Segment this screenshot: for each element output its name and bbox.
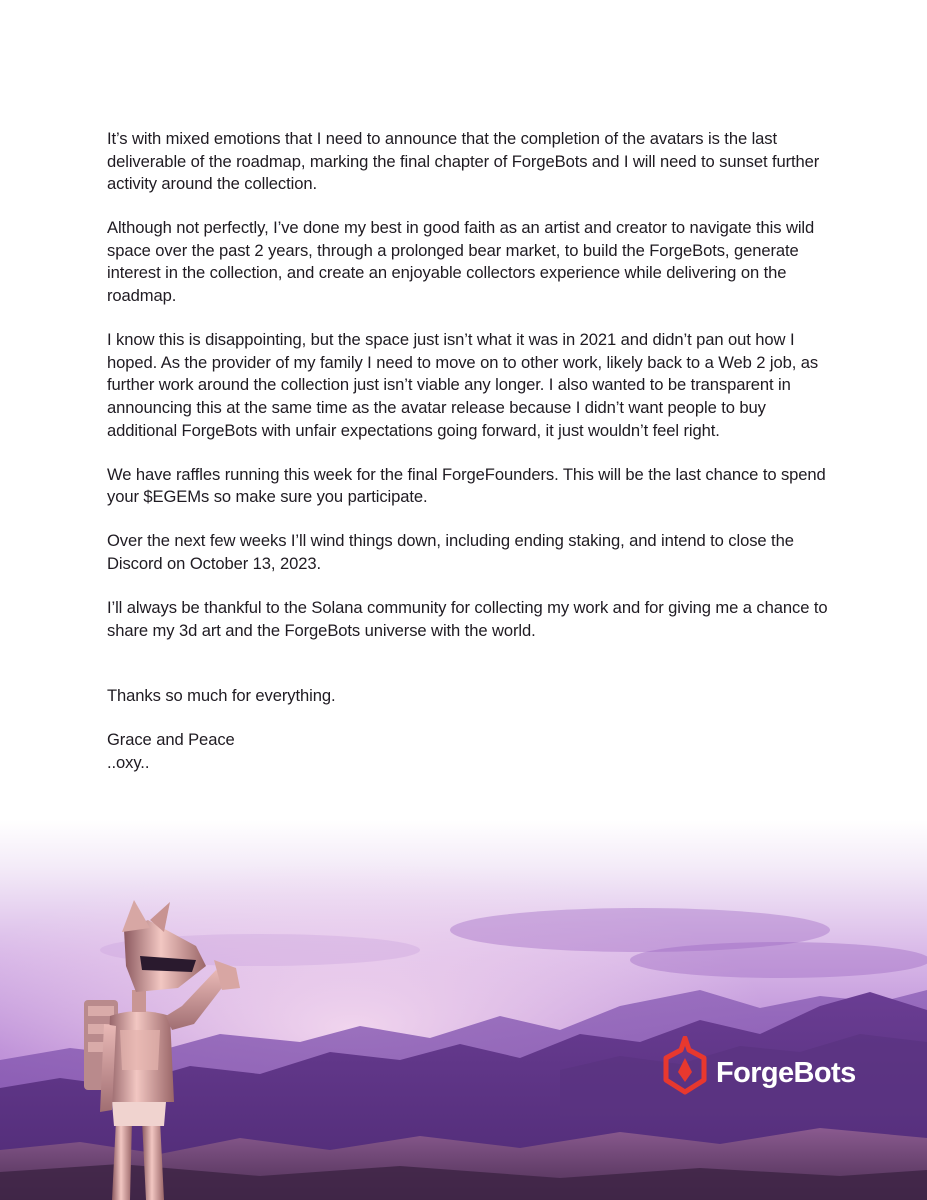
closing-line: Grace and Peace [107,730,235,750]
paragraph-raffles: We have raffles running this week for the final ForgeFounders. This will be the last chance to spend your $EGEMs so make sure you participate. [107,464,826,507]
signature: ..oxy.. [107,752,150,772]
paragraph-effort: Although not perfectly, I’ve done my best in good faith as an artist and creator to navigate this wild space over the past 2 years, through a prolonged bear market, to build the ForgeBots, generate interest in the collection, and create an enjoyable collectors experience while delivering on the roadmap. [107,218,815,306]
paragraph-announcement: It’s with mixed emotions that I need to announce that the completion of the avatars is the last deliverable of the roadmap, marking the final chapter of ForgeBots and I will need to sunset further activity around the collection. [107,129,820,194]
paragraph-gratitude: I’ll always be thankful to the Solana community for collecting my work and for giving me a chance to share my 3d art and the ForgeBots universe with the world. [107,598,828,640]
paragraph-wind-down: Over the next few weeks I’ll wind things down, including ending staking, and intend to close the Discord on October 13, 2023. [107,531,794,573]
paragraph-reason: I know this is disappointing, but the space just isn’t what it was in 2021 and didn’t pan out how I hoped. As the provider of my family I need to move on to other work, likely back to a Web 2 job, as further work around the collection just isn’t viable any longer. I also wanted to be transparent in announcing this at the same time as the avatar release because I didn’t want people to buy additional ForgeBots with unfair expectations going forward, it just wouldn’t feel right. [107,330,819,440]
brand-name: ForgeBots [716,1057,856,1089]
forgebots-logo [660,1036,870,1096]
landscape-illustration [0,820,927,1200]
flame-hexagon-icon [660,1036,710,1096]
thanks-line: Thanks so much for everything. [107,686,336,706]
letter-body [107,128,837,774]
